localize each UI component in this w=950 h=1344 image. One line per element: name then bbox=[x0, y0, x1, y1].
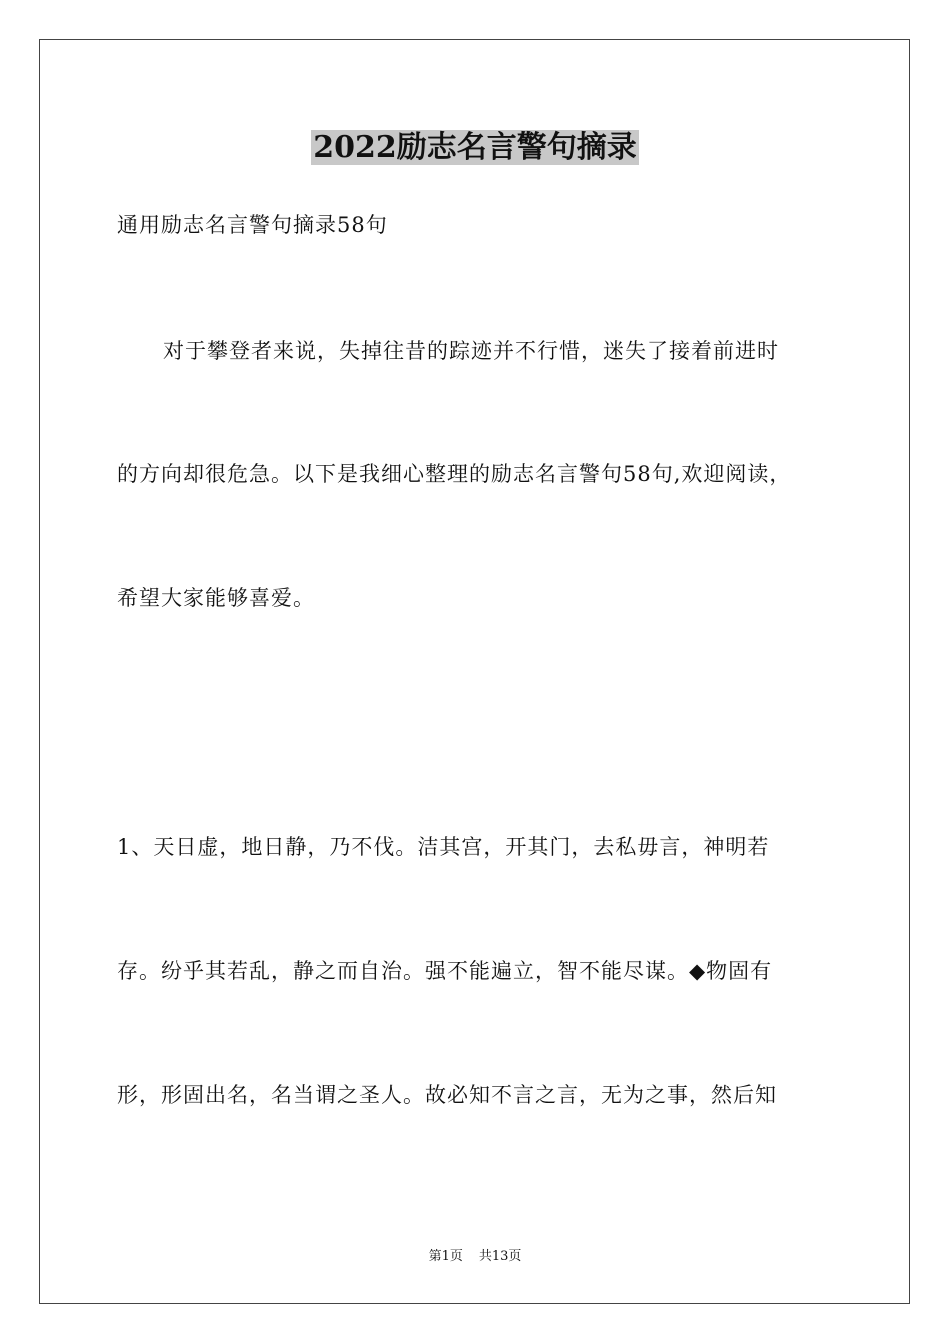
page-number: 第1页 bbox=[428, 1249, 463, 1264]
quote-line-3: 形，形固出名，名当谓之圣人。故必知不言之言，无为之事，然后知 bbox=[117, 1083, 777, 1107]
quote-line-2: 存。纷乎其若乱，静之而自治。强不能遍立，智不能尽谋。◆物固有 bbox=[117, 959, 773, 983]
page-footer bbox=[0, 1248, 950, 1266]
page-total: 共13页 bbox=[478, 1249, 522, 1264]
intro-line-3: 希望大家能够喜爱。 bbox=[117, 586, 315, 610]
intro-line-2: 的方向却很危急。以下是我细心整理的励志名言警句58句,欢迎阅读， bbox=[117, 462, 792, 486]
document-title bbox=[0, 128, 950, 168]
document-title-text: 2022励志名言警句摘录 bbox=[313, 130, 637, 165]
document-subtitle: 通用励志名言警句摘录58句 bbox=[117, 213, 388, 237]
quote-line-1: 1、天日虚，地日静，乃不伐。洁其宫，开其门，去私毋言，神明若 bbox=[117, 835, 770, 859]
intro-line-1: 对于攀登者来说，失掉往昔的踪迹并不行惜，迷失了接着前进时 bbox=[163, 339, 779, 363]
